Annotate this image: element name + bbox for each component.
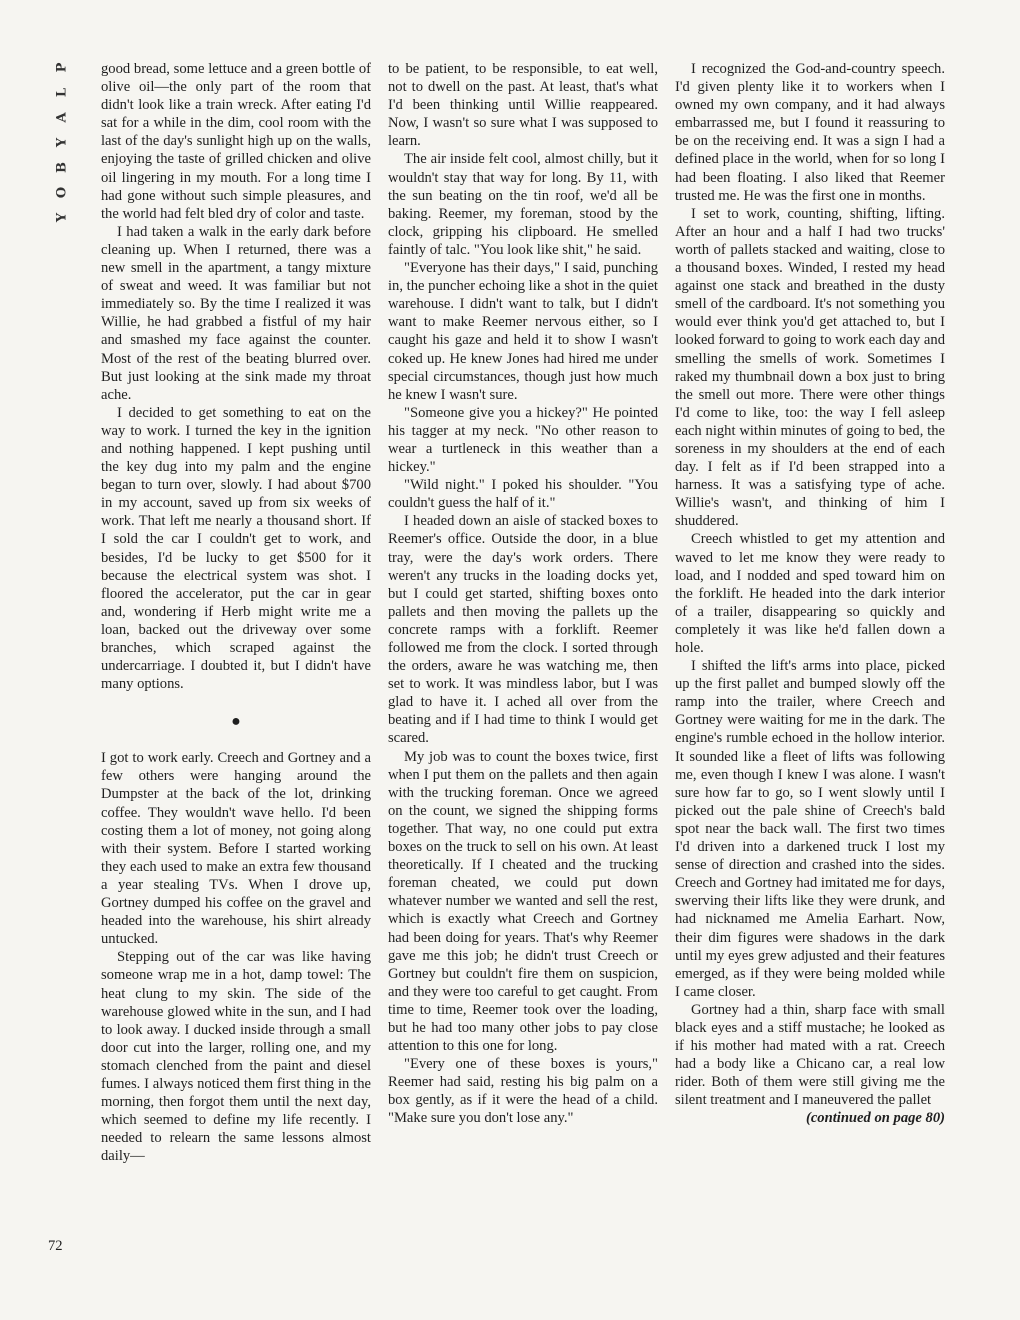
paragraph: to be patient, to be responsible, to eat well, not to dwell on the past. At least, that's what I'd been thinking until Willie reappeared. Now, I wasn't so sure what I was supposed to learn.: [388, 61, 658, 150]
paragraph: My job was to count the boxes twice, first when I put them on the pallets and then again with the trucking foreman. Once we agreed on the count, we signed the shipping forms together. That way, no one could put extra boxes on the truck to sell on his own. At least theoretically. If I cheated and the trucking foreman cheated, we could put down whatever number we wanted and sell the rest, which is exactly what Creech and Gortney had been doing for years. That's why Reemer gave me this job; he didn't trust Creech or Gortney but couldn't fire them on suspicion, and they were too careful to get caught. From time to time, Reemer took over the loading, but he had too many other jobs to pay close attention to this one for long.: [388, 748, 658, 1055]
paragraph: "Someone give you a hickey?" He pointed his tagger at my neck. "No other reason to wear a turtleneck in this weather than a hickey.": [388, 404, 658, 476]
page-number: 72: [48, 1238, 63, 1254]
magazine-letter: P: [54, 62, 70, 73]
paragraph: I headed down an aisle of stacked boxes to Reemer's office. Outside the door, in a blue tray, were the day's work orders. There weren't any trucks in the loading docks yet, but I could get started, shifting boxes onto pallets and then moving the pallets up the concrete ramps with a forklift. Reemer followed me from the clock. I sorted through the orders, aware he was watching me, then set to work. It was mindless labor, but I was glad to have it. I ached all over from the beating and if I had time to think I would get scared.: [388, 513, 658, 747]
paragraph: Stepping out of the car was like having someone wrap me in a hot, damp towel: The heat clung to my skin. The side of the warehouse glowed white in the sun, and I had to look away. I ducked inside through a small door cut into the larger, rolling one, and my stomach clenched from the paint and diesel fumes. I always noticed them first thing in the morning, then forgot them until the next day, which seemed to define my life recently. I needed to relearn the same lessons almost daily—: [101, 949, 371, 1165]
magazine-letter: Y: [54, 137, 70, 148]
paragraph: I shifted the lift's arms into place, picked up the first pallet and bumped slowly off the ramp into the trailer, where Creech and Gortney were waiting for me in the dark. The engine's rumble echoed in the hollow interior. It sounded like a fleet of lifts was following me, even though I knew I was alone. I wasn't sure how far to go, so I went slowly until I picked out the pale shine of Creech's bald spot near the back wall. The first two times I'd driven into a darkened truck I lost my sense of direction and crashed into the sides. Creech and Gortney had imitated me for days, swerving their lifts like they were drunk, and had nicknamed me Amelia Earhart. Now, their dim figures were shadows in the dark until my eyes grew adjusted and their features emerged, as if they were being molded while I came closer.: [675, 658, 945, 1000]
paragraph: "Everyone has their days," I said, punching in, the puncher echoing like a shot in the quiet warehouse. I didn't want to talk, but I didn't want to make Reemer nervous either, so I caught his gaze and held it to show I wasn't coked up. He knew Jones had hired me under special circumstances, though just how much he knew I wasn't sure.: [388, 260, 658, 403]
paragraph: The air inside felt cool, almost chilly, but it wouldn't stay that way for long. By 11, with the sun beating on the tin roof, we'd all be baking. Reemer, my foreman, stood by the clock, gripping his clipboard. He smelled faintly of talc. "You look like shit," he said.: [388, 151, 658, 258]
text-column-2: [388, 60, 658, 1128]
paragraph: I got to work early. Creech and Gortney and a few others were hanging around the Dumpster at the back of the lot, drinking coffee. They wouldn't wave hello. I'd been costing them a lot of money, not going along with their system. Before I started working they each used to make an extra few thousand a year stealing TVs. When I drove up, Gortney dumped his coffee on the gravel and headed into the warehouse, his shirt already untucked.: [101, 750, 371, 948]
magazine-letter: O: [54, 186, 70, 199]
paragraph: Gortney had a thin, sharp face with small black eyes and a stiff mustache; he looked as if his mother had mated with a rat. Creech had a body like a Chicano car, a real low rider. Both of them were still giving me the silent treatment and I maneuvered the pallet: [675, 1001, 945, 1109]
magazine-letter: L: [54, 87, 70, 98]
text-column-1: [101, 60, 371, 1165]
magazine-letter: Y: [54, 212, 70, 223]
paragraph: I decided to get something to eat on the way to work. I turned the key in the ignition and nothing happened. I kept pushing until the key dug into my palm and the engine began to turn over, slowly. I had about $700 in my account, saved up from six weeks of work. That left me nearly a thousand short. If I sold the car I couldn't get to work, and besides, I'd be lucky to get $500 for it because the electrical system was shot. I floored the accelerator, put the car in gear and, wondering if Herb might write me a loan, backed out the driveway over some branches, which scraped against the undercarriage. I doubted it, but I didn't have many options.: [101, 404, 371, 693]
text-column-3: [675, 60, 945, 1128]
paragraph: I recognized the God-and-country speech. I'd given plenty like it to workers when I owned my own company, and it had always embarrassed me, but I found it reassuring to be on the receiving end. It was a sign I had a defined place in the world, when for so long I had been floating. I also liked that Reemer trusted me. He was the first one in months.: [675, 61, 945, 204]
paragraph: Creech whistled to get my attention and waved to let me know they were ready to load, and I nodded and sped toward him on the forklift. He headed into the dark interior of a trailer, disappearing so quickly and completely it was like he'd fallen down a hole.: [675, 531, 945, 656]
paragraph: good bread, some lettuce and a green bottle of olive oil—the only part of the room that didn't look like a train wreck. After eating I'd sat for a while in the dim, cool room with the last of the day's sunlight high up on the walls, enjoying the taste of grilled chicken and olive oil lingering in my mouth. For a long time I had gone without such simple pleasures, and the world had felt bled dry of color and taste.: [101, 61, 371, 222]
magazine-letter: A: [54, 112, 70, 123]
magazine-name-vertical: [50, 55, 74, 230]
paragraph: I had taken a walk in the early dark before cleaning up. When I returned, there was a new smell in the apartment, a tangy mixture of sweat and weed. It was familiar but not immediately so. By the time I realized it was Willie, he had grabbed a fistful of my hair and smashed my face against the counter. Most of the rest of the beating blurred over. But just looking at the sink made my throat ache.: [101, 223, 371, 403]
magazine-letter: B: [54, 162, 70, 173]
section-break-bullet: ●: [231, 713, 241, 731]
continued-note: (continued on page 80): [805, 1110, 945, 1127]
paragraph: "Every one of these boxes is yours," Reemer had said, resting his big palm on a box gently, as if it were the head of a child. "Make sure you don't lose any.": [388, 1056, 658, 1127]
paragraph: I set to work, counting, shifting, lifting. After an hour and a half I had two trucks' worth of pallets stacked and waiting, close to a thousand boxes. Winded, I rested my head against one stack and breathed in the dusty smell of the cardboard. It's not something you would ever think you'd get attached to, but I looked forward to going to work each day and smelling the smells of work. Sometimes I raked my thumbnail down a box just to bring the smell out more. There were other things I'd come to like, too: the way I fell asleep each night within minutes of going to bed, the soreness in my shoulders at the end of each day. I felt as if I'd been strapped into a harness. It was a satisfying type of ache. Willie's wasn't, and thinking of him I shuddered.: [675, 205, 945, 530]
paragraph: "Wild night." I poked his shoulder. "You couldn't guess the half of it.": [388, 477, 658, 512]
